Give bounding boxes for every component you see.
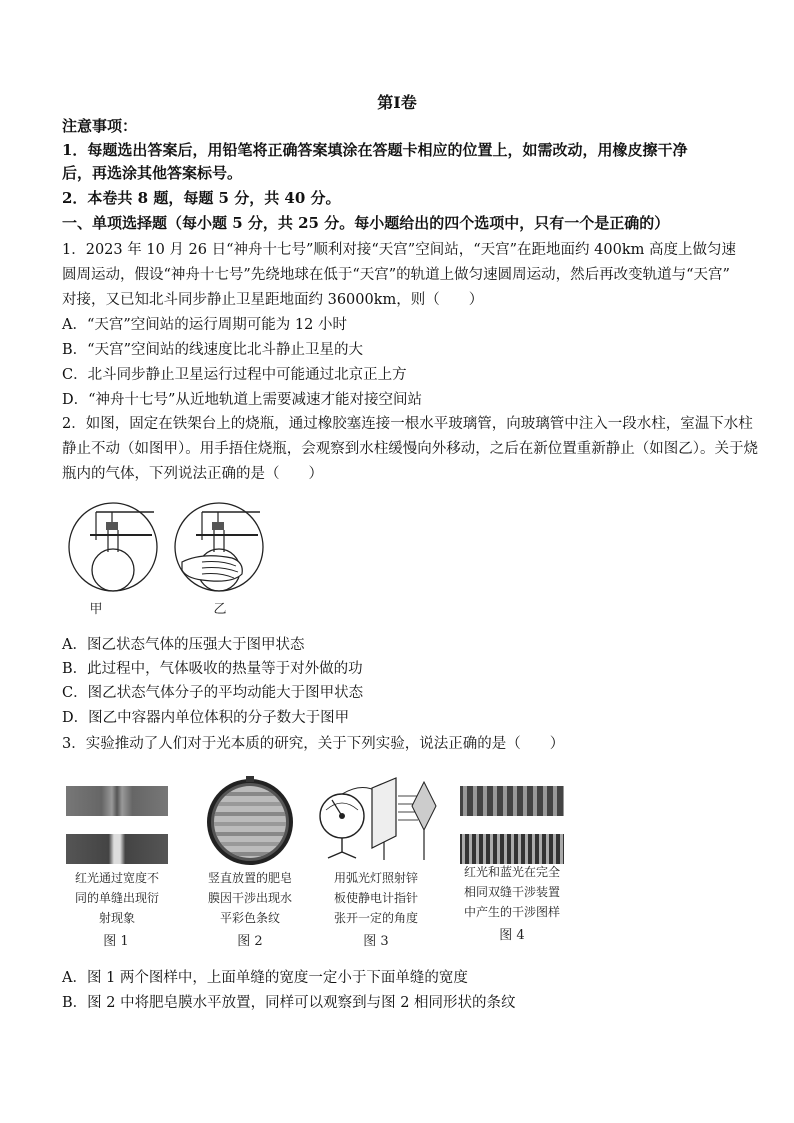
flask-figure-b	[172, 500, 272, 600]
q2-stem-line-2: 静止不动（如图甲）。用手捂住烧瓶，会观察到水柱缓慢向外移动，之后在新位置重新静止（如图乙）。关于烧	[62, 441, 758, 457]
section-title: 第Ⅰ卷	[377, 93, 417, 112]
fig4-caption-line-1: 红光和蓝光在完全	[463, 865, 560, 879]
fig2-caption-line-1: 竖直放置的肥皂	[207, 871, 292, 885]
fig1-caption-line-1: 红光通过宽度不	[74, 871, 159, 885]
fig3-label: 图 3	[363, 934, 389, 949]
q2-option-b: B．此过程中，气体吸收的热量等于对外做的功	[62, 661, 363, 677]
fig3-caption-line-1: 用弧光灯照射锌	[333, 871, 418, 885]
q3-option-a: A．图 1 两个图样中，上面单缝的宽度一定小于下面单缝的宽度	[62, 970, 468, 986]
q2-option-c: C．图乙状态气体分子的平均动能大于图甲状态	[62, 685, 364, 701]
fig1-caption-line-3: 射现象	[98, 911, 135, 925]
q2-option-a: A．图乙状态气体的压强大于图甲状态	[62, 637, 305, 653]
fig3-caption-line-2: 板使静电计指针	[333, 891, 418, 905]
q1-stem-line-2: 圆周运动，假设“神舟十七号”先绕地球在低于“天宫”的轨道上做匀速圆周运动，然后再改变轨道与“天宫”	[62, 267, 730, 283]
fig2-caption-line-3: 平彩色条纹	[219, 911, 280, 925]
q3-stem-line-1: 3．实验推动了人们对于光本质的研究，关于下列实验，说法正确的是（ ）	[62, 736, 565, 752]
q1-option-d: D．“神舟十七号”从近地轨道上需要减速才能对接空间站	[62, 392, 422, 408]
q2-stem-line-1: 2．如图，固定在铁架台上的烧瓶，通过橡胶塞连接一根水平玻璃管，向玻璃管中注入一段水柱，室温下水柱	[62, 416, 753, 432]
flask-figure-a-label: 甲	[89, 602, 103, 617]
fig4-caption-line-3: 中产生的干涉图样	[463, 905, 560, 919]
q1-stem-line-1: 1．2023 年 10 月 26 日“神舟十七号”顺利对接“天宫”空间站，“天宫”在距地面约 400km 高度上做匀速	[62, 242, 736, 258]
photoelectric-electroscope-figure	[312, 776, 442, 866]
fig4-label: 图 4	[499, 928, 525, 943]
single-slit-diffraction-figure	[66, 786, 168, 866]
q2-stem-line-3: 瓶内的气体，下列说法正确的是（ ）	[62, 466, 323, 482]
flask-figure-b-label: 乙	[213, 602, 227, 617]
q1-stem-line-3: 对接，又已知北斗同步静止卫星距地面约 36000km，则（ ）	[62, 292, 484, 308]
q1-option-a: A．“天宫”空间站的运行周期可能为 12 小时	[62, 317, 347, 333]
fig3-caption-line-3: 张开一定的角度	[333, 911, 418, 925]
notice-heading: 注意事项：	[62, 117, 138, 135]
fig2-label: 图 2	[237, 934, 263, 949]
fig1-label: 图 1	[103, 934, 129, 949]
fig1-caption-line-2: 同的单缝出现衍	[74, 891, 159, 905]
q2-option-d: D．图乙中容器内单位体积的分子数大于图甲	[62, 710, 350, 726]
fig2-caption-line-2: 膜因干涉出现水	[207, 891, 292, 905]
notice-item-1-line-2: 后，再选涂其他答案标号。	[62, 164, 243, 182]
double-slit-interference-figure	[460, 786, 564, 866]
q1-option-c: C．北斗同步静止卫星运行过程中可能通过北京正上方	[62, 367, 407, 383]
fig4-caption-line-2: 相同双缝干涉装置	[463, 885, 560, 899]
q3-option-b: B．图 2 中将肥皂膜水平放置，同样可以观察到与图 2 相同形状的条纹	[62, 995, 516, 1011]
notice-item-1-line-1: 1．每题选出答案后，用铅笔将正确答案填涂在答题卡相应的位置上，如需改动，用橡皮擦干净	[62, 141, 688, 159]
notice-item-2: 2．本卷共 8 题，每题 5 分，共 40 分。	[62, 189, 341, 207]
q1-option-b: B．“天宫”空间站的线速度比北斗静止卫星的大	[62, 342, 363, 358]
section-heading: 一、单项选择题（每小题 5 分，共 25 分。每小题给出的四个选项中，只有一个是正确的）	[62, 214, 670, 232]
soap-film-figure	[200, 776, 300, 866]
flask-figure-a	[66, 500, 166, 600]
